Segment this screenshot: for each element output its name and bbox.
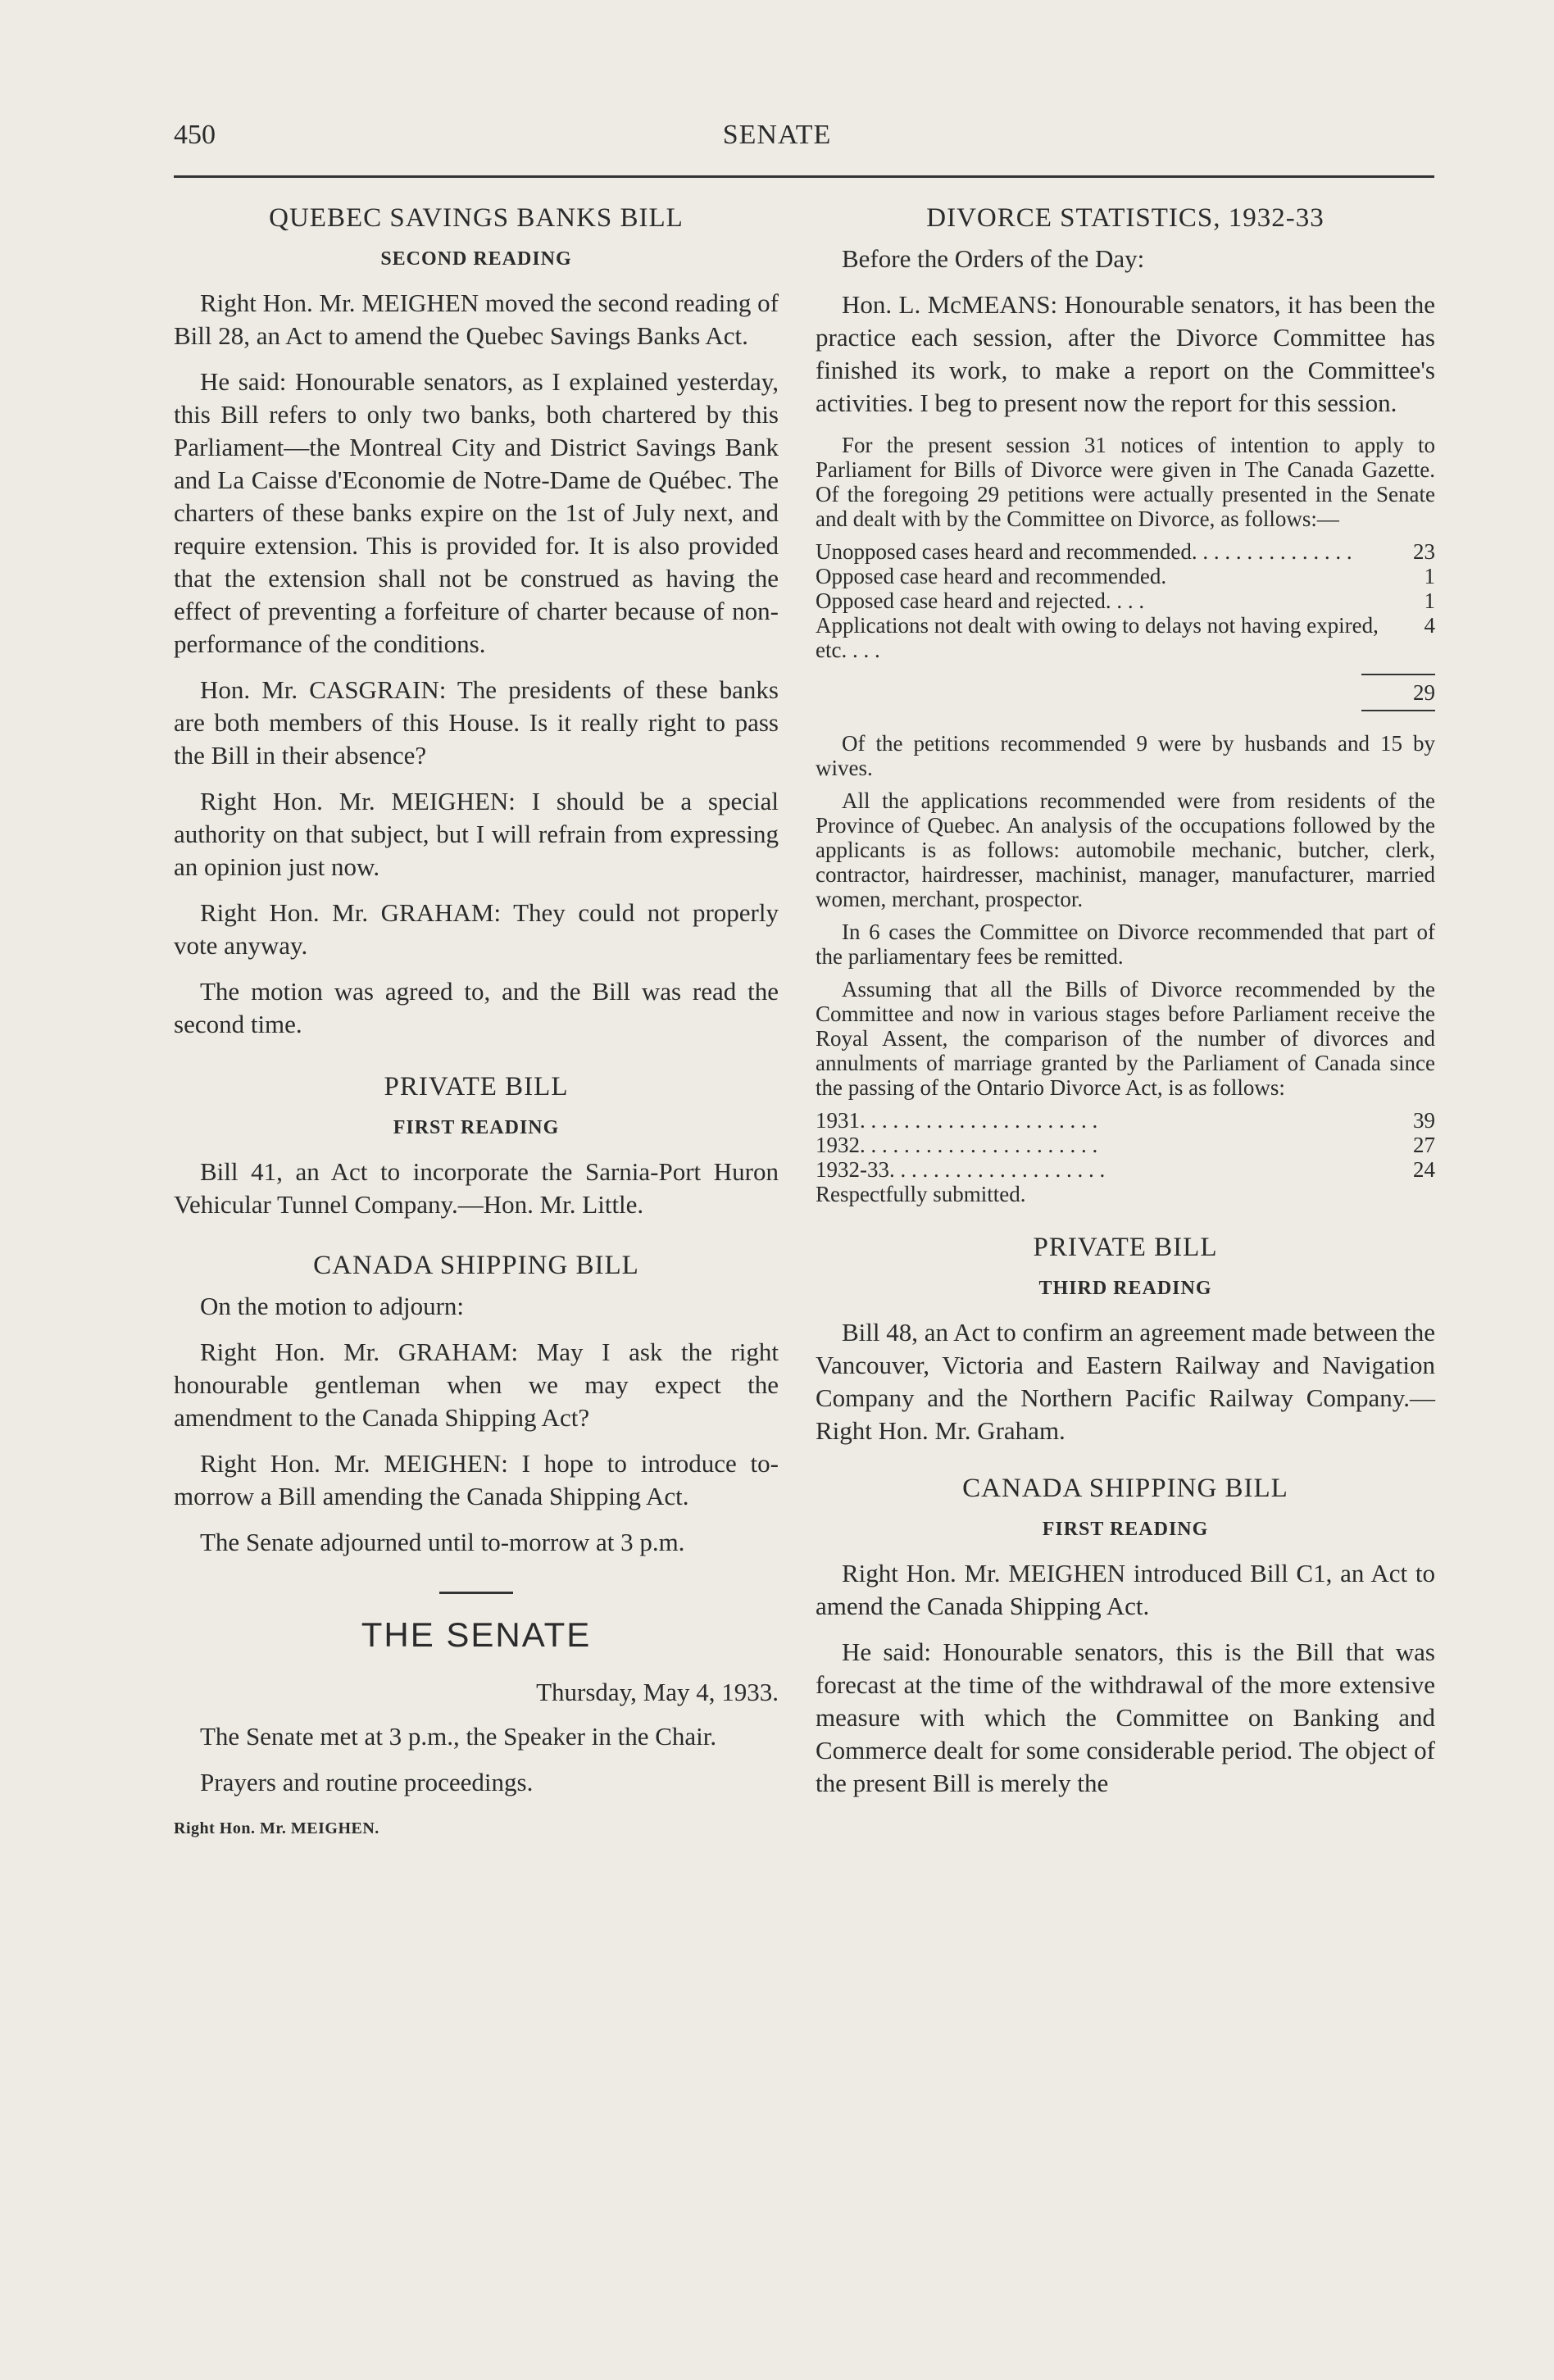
header-rule <box>174 175 1434 178</box>
stat-row <box>816 564 1435 588</box>
paragraph: Bill 48, an Act to confirm an agreement made between the Vancouver, Victoria and Eastern Railway and Navigation Company and the Northern Pacific Railway Company.—Right Hon. Mr. Graham. <box>816 1318 1435 1445</box>
page-number: 450 <box>174 120 216 150</box>
year-row <box>816 1108 1435 1133</box>
stat-row <box>816 613 1435 662</box>
stat-label: Unopposed cases heard and recommended. . . . . . . . . . . . . . . <box>816 539 1352 564</box>
year-row <box>816 1157 1435 1182</box>
stat-value: 1 <box>1424 588 1435 613</box>
paragraph: Right Hon. Mr. MEIGHEN: I hope to introduce to-morrow a Bill amending the Canada Shipping Act. <box>174 1449 779 1510</box>
stat-total: 29 <box>1413 680 1435 705</box>
page-footer-speaker: Right Hon. Mr. MEIGHEN. <box>174 1819 379 1837</box>
year-value: 39 <box>1413 1108 1435 1133</box>
total-rule <box>1361 710 1435 711</box>
paragraph: Hon. L. McMEANS: Honourable senators, it has been the practice each session, after the Divorce Committee has finished its work, to make a report on the Committee's activities. I beg to present now the report for this session. <box>816 290 1435 417</box>
paragraph: Respectfully submitted. <box>816 1182 1026 1206</box>
stat-value: 1 <box>1424 564 1435 588</box>
year-label: 1932-33. . . . . . . . . . . . . . . . . . . . <box>816 1157 1106 1182</box>
year-label: 1931. . . . . . . . . . . . . . . . . . . . . . <box>816 1108 1098 1133</box>
section-title: PRIVATE BILL <box>384 1072 569 1101</box>
section-title: PRIVATE BILL <box>1033 1233 1218 1262</box>
right-column <box>816 202 1435 1813</box>
year-value: 24 <box>1413 1157 1435 1182</box>
stat-label: Applications not dealt with owing to delays not having expired, etc. . . . <box>816 613 1379 662</box>
paragraph: He said: Honourable senators, as I explained yesterday, this Bill refers to only two banks, both chartered by this Parliament—the Montreal City and District Savings Bank and La Caisse d'Economie de Notre-Dame de Québec. The charters of these banks expire on the 1st of July next, and require extension. This is provided for. It is also provided that the extension shall not be construed as having the effect of preventing a forfeiture of charter because of non-performance of the conditions. <box>174 367 779 658</box>
section-title: DIVORCE STATISTICS, 1932-33 <box>926 203 1325 233</box>
paragraph: Before the Orders of the Day: <box>842 244 1145 273</box>
section-title: CANADA SHIPPING BILL <box>313 1251 639 1280</box>
paragraph: He said: Honourable senators, this is the Bill that was forecast at the time of the withdrawal of the more extensive measure with which the Committee on Banking and Commerce dealt for some considerable period. The object of the present Bill is merely the <box>816 1637 1435 1797</box>
paragraph: All the applications recommended were from residents of the Province of Quebec. An analysis of the occupations followed by the applicants is as follows: automobile mechanic, butcher, clerk, contractor, hairdresser, machinist, manager, manufacturer, married women, merchant, prospector. <box>816 788 1435 911</box>
section-subtitle: FIRST READING <box>393 1117 560 1138</box>
total-rule <box>1361 674 1435 675</box>
stat-value: 23 <box>1413 539 1435 564</box>
section-subtitle: FIRST READING <box>1042 1519 1209 1540</box>
paragraph: Prayers and routine proceedings. <box>200 1768 534 1796</box>
paragraph: Hon. Mr. CASGRAIN: The presidents of these banks are both members of this House. Is it really right to pass the Bill in their absence? <box>174 675 779 770</box>
paragraph: The motion was agreed to, and the Bill was read the second time. <box>174 977 779 1038</box>
year-value: 27 <box>1413 1133 1435 1157</box>
paragraph: Right Hon. Mr. GRAHAM: May I ask the right honourable gentleman when we may expect the amendment to the Canada Shipping Act? <box>174 1338 779 1432</box>
section-divider <box>439 1592 513 1594</box>
left-column <box>174 202 779 1845</box>
stat-label: Opposed case heard and rejected. . . . <box>816 588 1145 613</box>
paragraph: The Senate met at 3 p.m., the Speaker in the Chair. <box>200 1722 717 1751</box>
paragraph: On the motion to adjourn: <box>200 1292 465 1320</box>
paragraph: Bill 41, an Act to incorporate the Sarnia-Port Huron Vehicular Tunnel Company.—Hon. Mr. Little. <box>174 1157 779 1219</box>
stat-row <box>816 539 1435 564</box>
sitting-date: Thursday, May 4, 1933. <box>536 1678 779 1706</box>
paragraph: Right Hon. Mr. GRAHAM: They could not properly vote anyway. <box>174 898 779 960</box>
paragraph: Right Hon. Mr. MEIGHEN moved the second reading of Bill 28, an Act to amend the Quebec Savings Banks Act. <box>174 288 779 350</box>
section-subtitle: THIRD READING <box>1038 1278 1212 1299</box>
stat-label: Opposed case heard and recommended. <box>816 564 1167 588</box>
stat-value: 4 <box>1424 613 1435 638</box>
stat-row <box>816 588 1435 613</box>
paragraph: Right Hon. Mr. MEIGHEN introduced Bill C1, an Act to amend the Canada Shipping Act. <box>816 1559 1435 1620</box>
section-title: QUEBEC SAVINGS BANKS BILL <box>269 203 684 233</box>
stat-total-row <box>816 680 1435 705</box>
section-title: CANADA SHIPPING BILL <box>962 1474 1288 1503</box>
paragraph: In 6 cases the Committee on Divorce recommended that part of the parliamentary fees be remitted. <box>816 920 1435 969</box>
paragraph: Of the petitions recommended 9 were by husbands and 15 by wives. <box>816 731 1435 780</box>
chapter-heading: THE SENATE <box>361 1615 592 1654</box>
paragraph: The Senate adjourned until to-morrow at 3 p.m. <box>200 1528 685 1556</box>
paragraph: For the present session 31 notices of intention to apply to Parliament for Bills of Divorce were given in The Canada Gazette. Of the foregoing 29 petitions were actually presented in the Senate and dealt with by the Committee on Divorce, as follows:— <box>816 433 1435 531</box>
section-subtitle: SECOND READING <box>380 248 572 270</box>
report-block <box>816 433 1435 1206</box>
year-label: 1932. . . . . . . . . . . . . . . . . . . . . . <box>816 1133 1098 1157</box>
paragraph: Right Hon. Mr. MEIGHEN: I should be a special authority on that subject, but I will refrain from expressing an opinion just now. <box>174 787 779 881</box>
running-head: SENATE <box>722 120 832 150</box>
year-row <box>816 1133 1435 1157</box>
paragraph: Assuming that all the Bills of Divorce recommended by the Committee and now in various stages before Parliament receive the Royal Assent, the comparison of the number of divorces and annulments of marriage granted by the Parliament of Canada since the passing of the Ontario Divorce Act, is as follows: <box>816 977 1435 1100</box>
